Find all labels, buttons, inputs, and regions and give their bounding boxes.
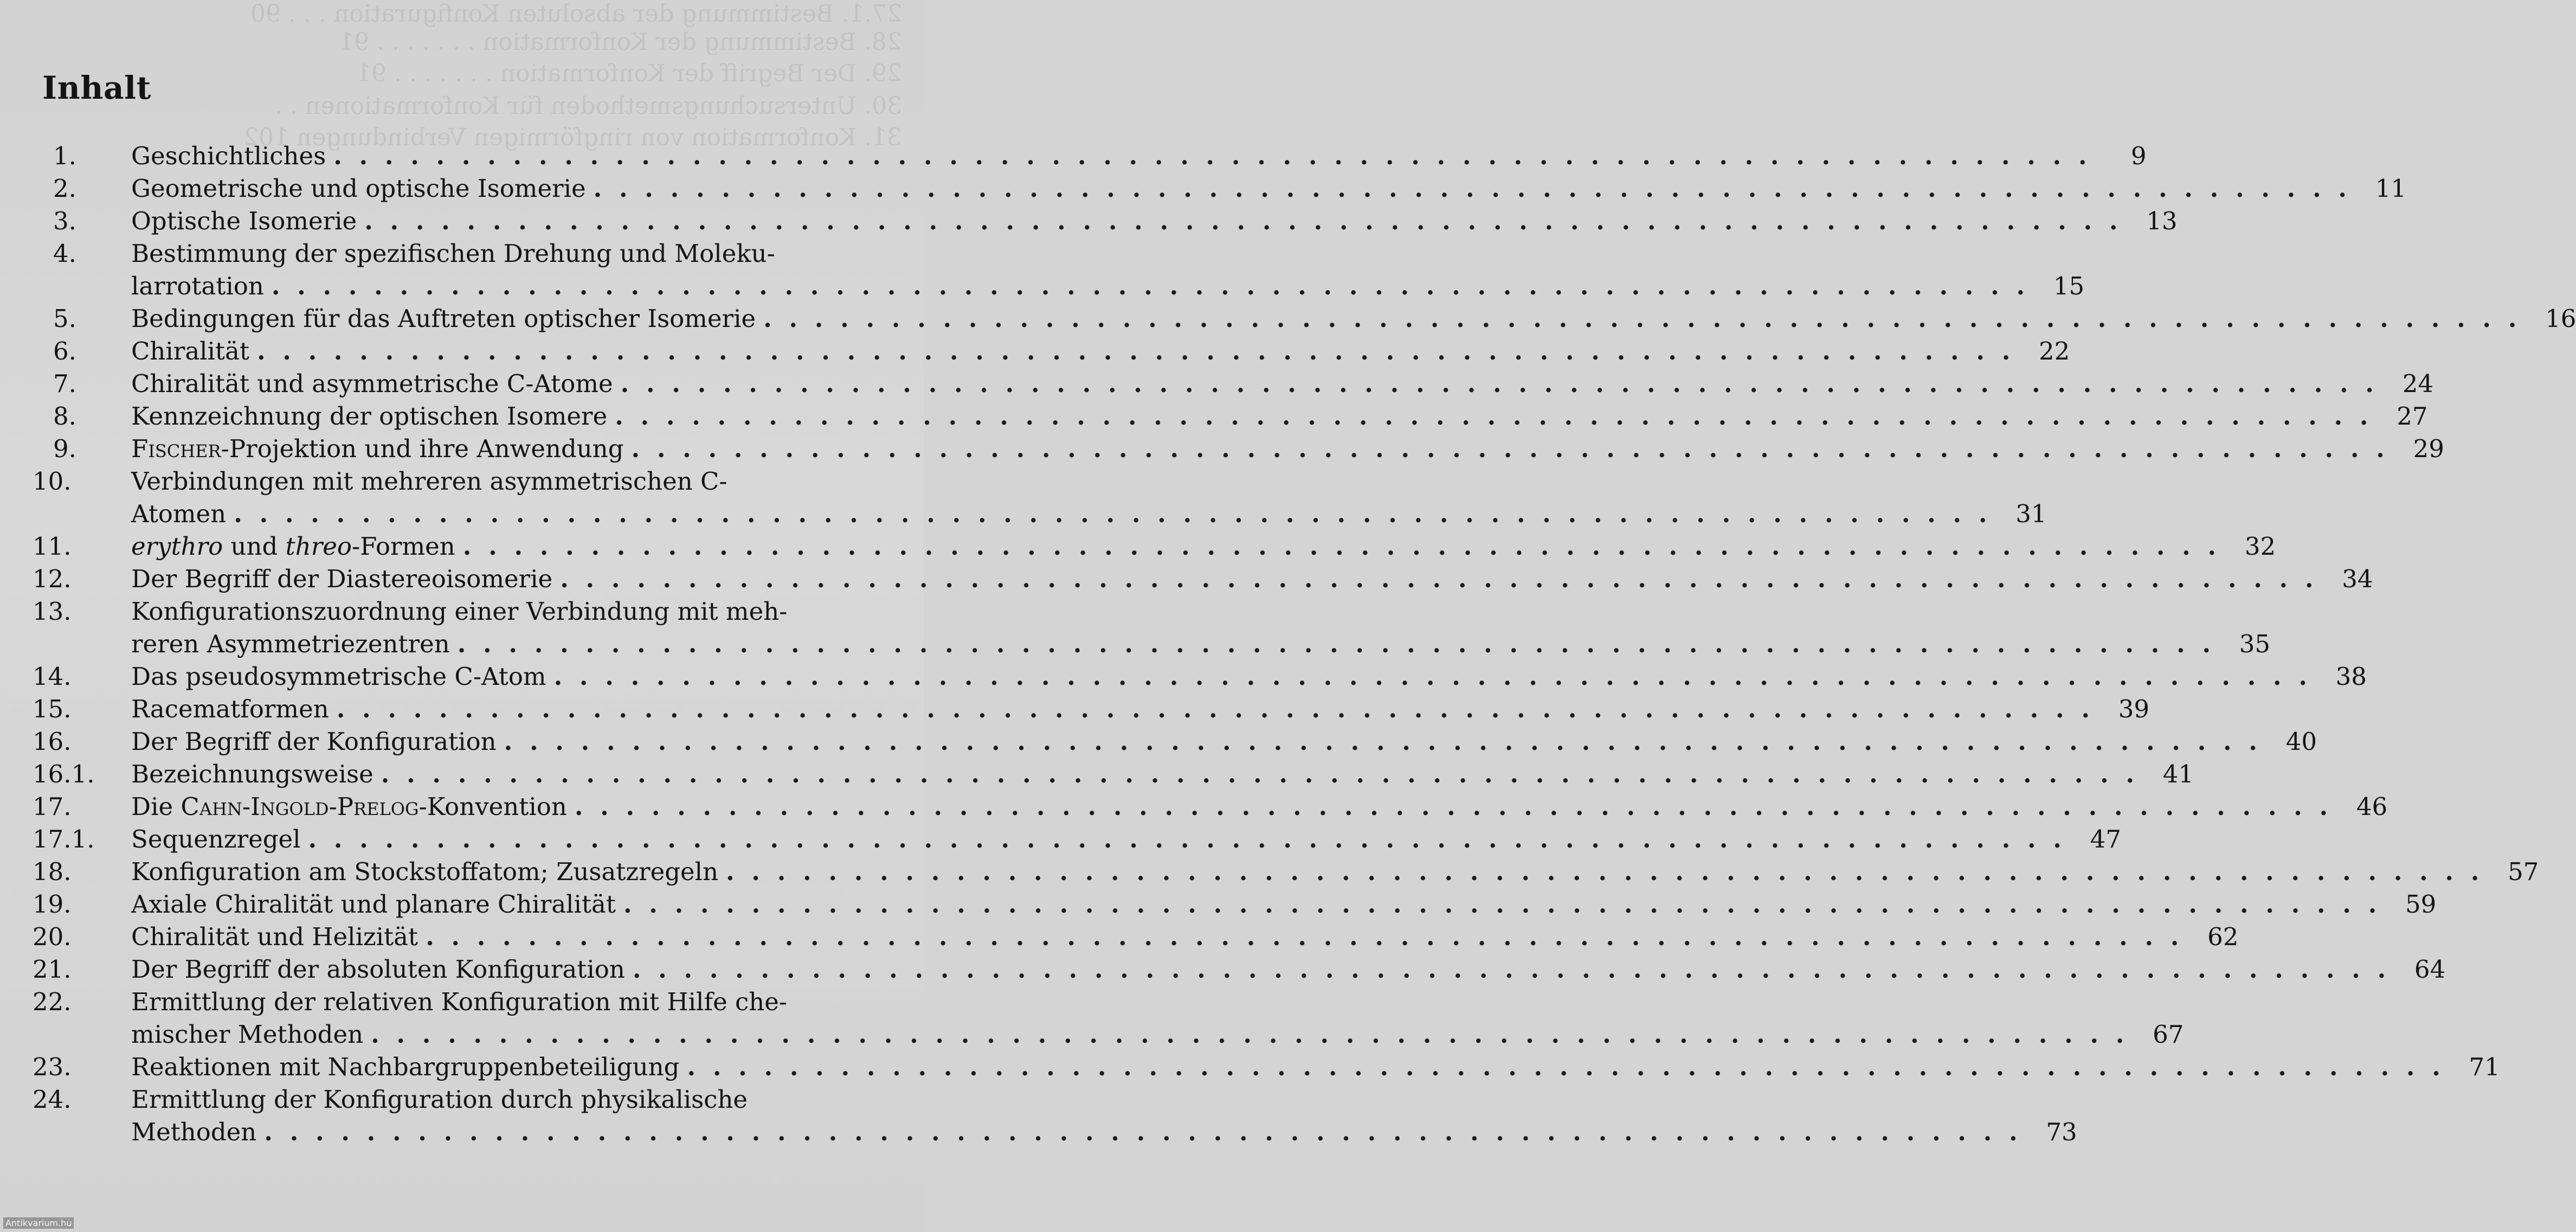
toc-entry-page-number: 39 <box>2118 695 2150 723</box>
toc-entry-page-number: 34 <box>2342 564 2373 593</box>
toc-entry-title: Verbindungen mit mehreren asymmetrischen C- <box>131 467 727 496</box>
toc-entry-number: 1. <box>53 142 76 170</box>
dot-leader <box>554 660 2311 693</box>
toc-entry-page-number: 41 <box>2162 760 2194 788</box>
toc-entry <box>33 465 2047 530</box>
toc-entry-title: Reaktionen mit Nachbargruppenbeteiligung <box>131 1053 680 1081</box>
toc-entry-page-number: 24 <box>2402 369 2433 398</box>
toc-entry <box>33 921 2239 953</box>
toc-entry-page-number: 35 <box>2239 630 2271 658</box>
toc-entry-title: Racematformen <box>131 695 329 723</box>
dot-leader <box>458 628 2215 660</box>
toc-entry <box>33 368 2433 400</box>
toc-entry-title: Konfigurationszuordnung einer Verbindung mit meh- <box>131 597 788 626</box>
toc-entry <box>33 758 2194 791</box>
dot-leader <box>560 563 2317 595</box>
toc-entry-page-number: 57 <box>2508 857 2539 886</box>
bleed-through-text: 30. Untersuchungsmethoden für Konformationen . . <box>274 92 902 120</box>
toc-entry-page-number: 13 <box>2146 207 2178 235</box>
toc-entry-number: 7. <box>53 369 76 398</box>
toc-entry-number: 17. <box>33 792 72 821</box>
watermark-label: Antikvarium.hu <box>3 1217 74 1229</box>
toc-entry <box>33 140 2147 172</box>
toc-entry <box>33 1083 2077 1148</box>
toc-entry-number: 9. <box>53 434 76 463</box>
toc-entry <box>33 335 2070 368</box>
toc-entry-number: 2. <box>53 174 76 203</box>
dot-leader <box>463 530 2220 563</box>
toc-entry-title: Der Begriff der Konfiguration <box>131 727 497 756</box>
dot-leader <box>333 140 2091 172</box>
dot-leader <box>272 270 2029 303</box>
toc-entry-number: 16.1. <box>33 760 95 788</box>
toc-entry-number: 16. <box>33 727 72 756</box>
toc-entry <box>33 303 2576 335</box>
toc-entry-page-number: 15 <box>2053 272 2085 300</box>
toc-entry-title: Chiralität und asymmetrische C-Atome <box>131 369 613 398</box>
dot-leader <box>726 856 2483 888</box>
dot-leader <box>426 921 2183 953</box>
toc-entry-page-number: 9 <box>2130 142 2147 170</box>
toc-entry <box>33 1051 2500 1083</box>
toc-entry-title: Kennzeichnung der optischen Isomere <box>131 402 608 431</box>
dot-leader <box>687 1051 2445 1083</box>
toc-entry-title: Ermittlung der Konfiguration durch physikalische <box>131 1085 748 1114</box>
toc-entry-title: Methoden <box>131 1118 257 1146</box>
toc-entry-title: Bestimmung der spezifischen Drehung und Moleku- <box>131 239 775 268</box>
toc-entry-title: Bezeichnungsweise <box>131 760 373 788</box>
dot-leader <box>308 823 2066 856</box>
toc-entry-title: Die Cahn-Ingold-Prelog-Konvention <box>131 792 567 821</box>
toc-entry <box>33 433 2444 465</box>
dot-leader <box>763 303 2521 335</box>
toc-entry <box>33 856 2539 888</box>
toc-entry-title: Konfiguration am Stockstoffatom; Zusatzregeln <box>131 857 719 886</box>
toc-entry-number: 10. <box>33 467 72 496</box>
dot-leader <box>371 1018 2128 1051</box>
dot-leader <box>575 791 2332 823</box>
toc-entry <box>33 791 2388 823</box>
table-of-contents <box>33 140 2576 1148</box>
dot-leader <box>264 1116 2021 1148</box>
toc-entry-number: 22. <box>33 987 72 1016</box>
toc-entry-title: Chiralität und Helizität <box>131 922 418 951</box>
toc-entry-number: 14. <box>33 662 72 691</box>
toc-entry-number: 18. <box>33 857 72 886</box>
toc-entry-title: Ermittlung der relativen Konfiguration mit Hilfe che- <box>131 987 788 1016</box>
toc-entry-number: 11. <box>33 532 72 561</box>
toc-entry-number: 12. <box>33 564 72 593</box>
page-title: Inhalt <box>42 69 151 106</box>
toc-entry <box>33 172 2406 205</box>
toc-entry <box>33 238 2085 303</box>
toc-entry-page-number: 22 <box>2038 337 2070 365</box>
toc-entry-page-number: 31 <box>2015 499 2047 528</box>
toc-entry <box>33 563 2373 595</box>
dot-leader <box>594 172 2351 205</box>
toc-entry-number: 8. <box>53 402 76 431</box>
toc-entry <box>33 693 2150 726</box>
toc-entry-title: Das pseudosymmetrische C-Atom <box>131 662 546 691</box>
toc-entry-page-number: 71 <box>2469 1053 2500 1081</box>
toc-entry <box>33 400 2428 433</box>
toc-entry <box>33 595 2271 660</box>
toc-entry-number: 4. <box>53 239 76 268</box>
toc-entry-title: Chiralität <box>131 337 249 365</box>
toc-entry-number: 19. <box>33 890 72 919</box>
toc-entry-title: Der Begriff der absoluten Konfiguration <box>131 955 625 984</box>
toc-entry <box>33 888 2437 921</box>
toc-entry-page-number: 40 <box>2285 727 2317 756</box>
dot-leader <box>257 335 2014 368</box>
toc-entry-number: 5. <box>53 304 76 333</box>
toc-entry-number: 6. <box>53 337 76 365</box>
toc-entry-number: 21. <box>33 955 72 984</box>
toc-entry <box>33 726 2317 758</box>
toc-entry-number: 13. <box>33 597 72 626</box>
toc-entry-number: 15. <box>33 695 72 723</box>
toc-entry-title: Optische Isomerie <box>131 207 357 235</box>
toc-entry-page-number: 16 <box>2545 304 2576 333</box>
bleed-through-text: 28. Bestimmung der Konformation . . . . . . . 91 <box>339 28 902 56</box>
toc-entry-title: Atomen <box>131 499 227 528</box>
dot-leader <box>504 726 2262 758</box>
toc-entry-page-number: 46 <box>2356 792 2388 821</box>
toc-entry-page-number: 32 <box>2244 532 2276 561</box>
toc-entry-title: reren Asymmetriezentren <box>131 630 450 658</box>
toc-entry-title: Geschichtliches <box>131 142 326 170</box>
toc-entry-page-number: 59 <box>2405 890 2437 919</box>
toc-entry-title: Sequenzregel <box>131 825 301 854</box>
toc-entry-title: Geometrische und optische Isomerie <box>131 174 586 203</box>
toc-entry-page-number: 38 <box>2335 662 2367 691</box>
dot-leader <box>632 433 2389 465</box>
dot-leader <box>381 758 2139 791</box>
toc-entry-title: Bedingungen für das Auftreten optischer Isomerie <box>131 304 756 333</box>
dot-leader <box>234 498 1991 530</box>
toc-entry <box>33 660 2367 693</box>
toc-entry <box>33 205 2178 238</box>
toc-entry-number: 20. <box>33 922 72 951</box>
bleed-through-text: 31. Konformation von ringförmigen Verbindungen 102 <box>243 124 902 151</box>
toc-entry-page-number: 62 <box>2207 922 2239 951</box>
toc-entry-page-number: 73 <box>2046 1118 2077 1146</box>
toc-entry-title: erythro und threo-Formen <box>131 532 455 561</box>
toc-entry <box>33 823 2121 856</box>
toc-entry-title: Fischer-Projektion und ihre Anwendung <box>131 434 624 463</box>
dot-leader <box>337 693 2094 726</box>
dot-leader <box>633 953 2390 986</box>
toc-entry <box>33 986 2184 1051</box>
dot-leader <box>615 400 2372 433</box>
toc-entry <box>33 953 2446 986</box>
toc-entry-number: 17.1. <box>33 825 95 854</box>
toc-entry-title: Axiale Chiralität und planare Chiralität <box>131 890 616 919</box>
bleed-through-text: 27.1. Bestimmung der absoluten Konfiguration . . . 90 <box>250 0 902 28</box>
toc-entry <box>33 530 2276 563</box>
toc-entry-title: Der Begriff der Diastereoisomerie <box>131 564 553 593</box>
toc-entry-page-number: 67 <box>2153 1020 2184 1049</box>
dot-leader <box>364 205 2122 238</box>
toc-entry-page-number: 29 <box>2413 434 2444 463</box>
toc-entry-number: 23. <box>33 1053 72 1081</box>
toc-entry-title: larrotation <box>131 272 264 300</box>
dot-leader <box>621 368 2378 400</box>
bleed-through-text: 29. Der Begriff der Konformation . . . . . . . 91 <box>356 60 902 87</box>
toc-entry-page-number: 11 <box>2375 174 2406 203</box>
toc-entry-title: mischer Methoden <box>131 1020 364 1049</box>
dot-leader <box>623 888 2381 921</box>
toc-entry-number: 3. <box>53 207 76 235</box>
toc-entry-page-number: 64 <box>2414 955 2446 984</box>
toc-entry-page-number: 47 <box>2090 825 2121 854</box>
toc-entry-page-number: 27 <box>2397 402 2428 431</box>
toc-entry-number: 24. <box>33 1085 72 1114</box>
